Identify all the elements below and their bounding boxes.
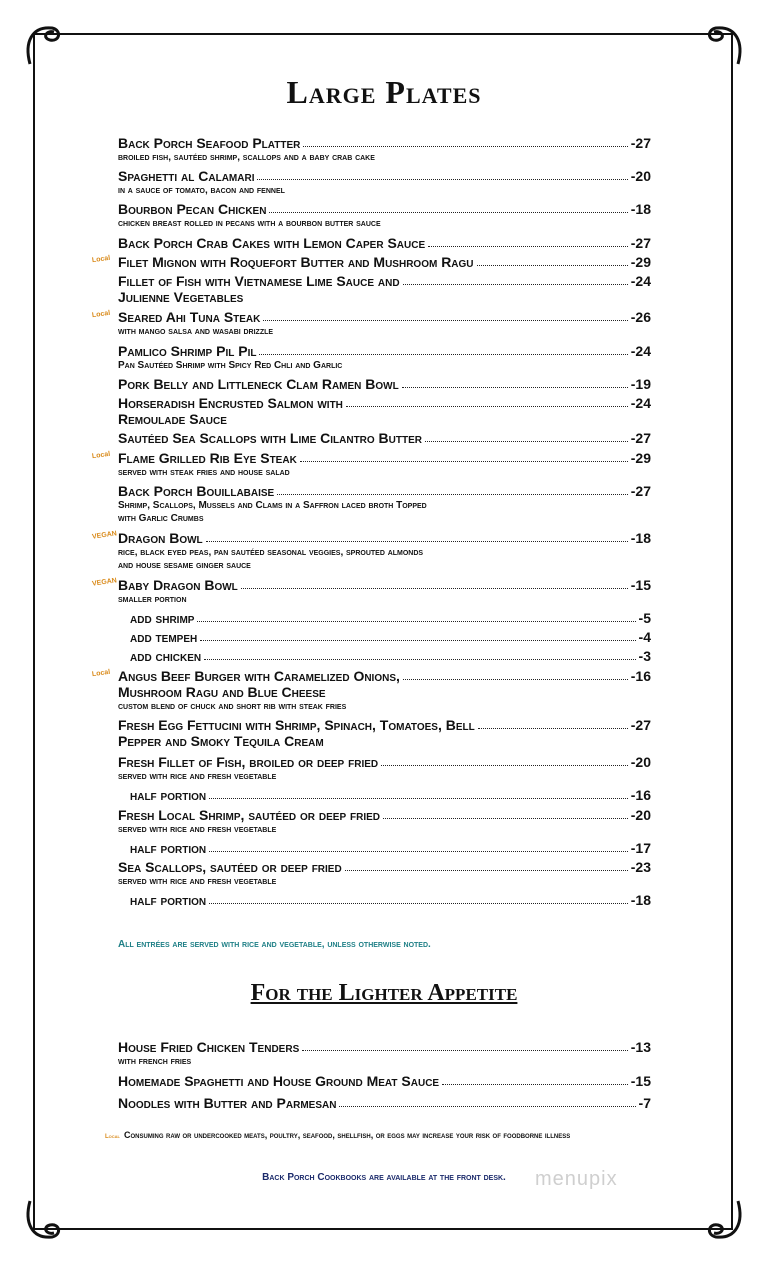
item-price: -17 — [630, 840, 651, 856]
item-description: in a sauce of tomato, bacon and fennel — [118, 185, 285, 196]
item-price: -19 — [630, 376, 651, 392]
local-badge-icon: Local — [91, 668, 111, 679]
menu-item — [118, 273, 651, 305]
leader-dots — [277, 494, 628, 495]
item-price: -18 — [630, 201, 651, 217]
item-description: with mango salsa and wasabi drizzle — [118, 326, 274, 337]
menu-item — [118, 648, 651, 664]
item-name: Back Porch Bouillabaise — [118, 483, 275, 499]
item-price: -20 — [630, 754, 651, 770]
leader-dots — [241, 588, 628, 589]
local-badge-icon: Local — [91, 309, 111, 320]
item-price: -23 — [630, 859, 651, 875]
item-description: custom blend of chuck and short rib with steak fries — [118, 701, 347, 712]
leader-dots — [200, 640, 635, 641]
item-name: Homemade Spaghetti and House Ground Meat Sauce — [118, 1073, 440, 1089]
item-price: -16 — [630, 787, 651, 803]
item-name: Fresh Egg Fettucini with Shrimp, Spinach, Tomatoes, Bell — [118, 717, 475, 733]
item-price: -3 — [638, 648, 651, 664]
item-description: served with rice and fresh vegetable — [118, 824, 277, 835]
item-description: broiled fish, sautéed shrimp, scallops and a baby crab cake — [118, 152, 375, 163]
item-name: Fresh Fillet of Fish, broiled or deep fried — [118, 754, 379, 770]
leader-dots — [197, 621, 635, 622]
menu-item — [118, 395, 651, 427]
item-name: half portion — [130, 840, 207, 856]
leader-dots — [302, 1050, 628, 1051]
item-name: Seared Ahi Tuna Steak — [118, 309, 261, 325]
item-price: -13 — [630, 1039, 651, 1055]
item-description: chicken breast rolled in pecans with a bourbon butter sauce — [118, 218, 381, 229]
item-price: -15 — [630, 577, 651, 593]
menu-item — [91, 309, 651, 338]
cookbook-note: Back Porch Cookbooks are available at the front desk. — [262, 1172, 506, 1183]
item-price: -5 — [638, 610, 651, 626]
item-name: Pamlico Shrimp Pil Pil — [118, 343, 257, 359]
watermark: menupix — [535, 1168, 618, 1190]
item-name-continued: Pepper and Smoky Tequila Cream — [118, 733, 324, 749]
item-price: -18 — [630, 530, 651, 546]
leader-dots — [442, 1084, 628, 1085]
foodborne-disclaimer — [105, 1130, 570, 1140]
leader-dots — [428, 246, 628, 247]
item-description: served with rice and fresh vegetable — [118, 771, 277, 782]
menu-item — [91, 254, 651, 270]
item-description: Shrimp, Scallops, Mussels and Clams in a Saffron laced broth Topped — [118, 500, 427, 511]
item-price: -29 — [630, 254, 651, 270]
menu-item — [118, 892, 651, 908]
disclaimer-text: Consuming raw or undercooked meats, poultry, seafood, shellfish, or eggs may increase your risk of foodborne illness — [124, 1130, 571, 1140]
item-name: half portion — [130, 787, 207, 803]
item-name: House Fried Chicken Tenders — [118, 1039, 300, 1055]
menu-item — [118, 859, 651, 888]
menu-item — [118, 168, 651, 197]
leader-dots — [346, 406, 628, 407]
item-price: -27 — [630, 135, 651, 151]
menu-item — [91, 530, 651, 572]
item-name: half portion — [130, 892, 207, 908]
leader-dots — [257, 179, 627, 180]
ornament-bottom-left-icon — [22, 1199, 66, 1243]
leader-dots — [402, 387, 628, 388]
vegan-badge-icon: VEGAN — [91, 577, 118, 588]
item-price: -24 — [630, 273, 651, 289]
item-price: -4 — [638, 629, 651, 645]
leader-dots — [209, 903, 628, 904]
leader-dots — [478, 728, 628, 729]
menu-item — [118, 1095, 651, 1111]
item-name: Fresh Local Shrimp, sautéed or deep fried — [118, 807, 381, 823]
item-price: -15 — [630, 1073, 651, 1089]
leader-dots — [345, 870, 628, 871]
menu-item — [91, 577, 651, 606]
item-description: with french fries — [118, 1056, 192, 1067]
item-name: Sautéed Sea Scallops with Lime Cilantro Butter — [118, 430, 423, 446]
item-price: -29 — [630, 450, 651, 466]
leader-dots — [209, 798, 628, 799]
item-name: add shrimp — [130, 610, 195, 626]
leader-dots — [403, 679, 628, 680]
menu-item — [118, 1073, 651, 1089]
menu-item — [118, 807, 651, 836]
item-name-continued: Julienne Vegetables — [118, 289, 244, 305]
ornament-top-left-icon — [22, 22, 66, 66]
ornament-bottom-right-icon — [702, 1199, 746, 1243]
item-price: -26 — [630, 309, 651, 325]
menu-item — [118, 235, 651, 251]
item-price: -24 — [630, 343, 651, 359]
item-price: -16 — [630, 668, 651, 684]
item-description: Pan Sautéed Shrimp with Spicy Red Chli and Garlic — [118, 360, 343, 371]
item-name: Bourbon Pecan Chicken — [118, 201, 267, 217]
menu-item — [118, 135, 651, 164]
leader-dots — [206, 541, 628, 542]
item-description: served with steak fries and house salad — [118, 467, 290, 478]
item-price: -20 — [630, 168, 651, 184]
item-name: Angus Beef Burger with Caramelized Onions, — [118, 668, 400, 684]
menu-item — [118, 717, 651, 749]
menu-item — [118, 343, 651, 372]
local-badge-icon: Local — [91, 450, 111, 461]
item-name: Pork Belly and Littleneck Clam Ramen Bowl — [118, 376, 399, 392]
item-name: add chicken — [130, 648, 202, 664]
menu-item — [118, 629, 651, 645]
leader-dots — [381, 765, 628, 766]
item-price: -20 — [630, 807, 651, 823]
leader-dots — [269, 212, 627, 213]
page-title: Large Plates — [286, 74, 482, 110]
leader-dots — [303, 146, 627, 147]
item-name-continued: Remoulade Sauce — [118, 411, 227, 427]
item-description-continued: and house sesame ginger sauce — [118, 560, 251, 571]
leader-dots — [259, 354, 627, 355]
item-description-continued: with Garlic Crumbs — [118, 513, 204, 524]
item-name: Baby Dragon Bowl — [118, 577, 238, 593]
item-name-continued: Mushroom Ragu and Blue Cheese — [118, 684, 326, 700]
item-description: smaller portion — [118, 594, 187, 605]
menu-item — [91, 668, 651, 713]
leader-dots — [204, 659, 635, 660]
item-name: Fillet of Fish with Vietnamese Lime Sauce and — [118, 273, 400, 289]
section-title-lighter: For the Lighter Appetite — [250, 980, 518, 1006]
item-price: -18 — [630, 892, 651, 908]
local-badge-icon: Local — [91, 254, 111, 265]
item-name: Noodles with Butter and Parmesan — [118, 1095, 337, 1111]
leader-dots — [403, 284, 628, 285]
item-name: Flame Grilled Rib Eye Steak — [118, 450, 297, 466]
item-price: -27 — [630, 430, 651, 446]
item-price: -24 — [630, 395, 651, 411]
local-badge-icon: Local — [105, 1134, 120, 1140]
entree-note: All entrées are served with rice and vegetable, unless otherwise noted. — [118, 939, 431, 950]
vegan-badge-icon: VEGAN — [91, 530, 118, 541]
leader-dots — [209, 851, 628, 852]
menu-item — [118, 1039, 651, 1068]
item-price: -7 — [638, 1095, 651, 1111]
menu-item — [118, 840, 651, 856]
leader-dots — [425, 441, 628, 442]
item-name: Dragon Bowl — [118, 530, 203, 546]
menu-item — [118, 430, 651, 446]
item-name: add tempeh — [130, 629, 198, 645]
item-price: -27 — [630, 483, 651, 499]
leader-dots — [477, 265, 628, 266]
item-price: -27 — [630, 717, 651, 733]
item-price: -27 — [630, 235, 651, 251]
menu-item — [118, 483, 651, 525]
item-description: rice, black eyed peas, pan sautéed seasonal veggies, sprouted almonds — [118, 547, 424, 558]
menu-item — [118, 201, 651, 230]
item-name: Filet Mignon with Roquefort Butter and Mushroom Ragu — [118, 254, 474, 270]
item-name: Spaghetti al Calamari — [118, 168, 255, 184]
leader-dots — [339, 1106, 635, 1107]
menu-item — [118, 376, 651, 392]
menu-item — [118, 787, 651, 803]
menu-item — [118, 610, 651, 626]
item-description: served with rice and fresh vegetable — [118, 876, 277, 887]
menu-item — [91, 450, 651, 479]
item-name: Back Porch Crab Cakes with Lemon Caper Sauce — [118, 235, 426, 251]
item-name: Horseradish Encrusted Salmon with — [118, 395, 343, 411]
menu-item — [118, 754, 651, 783]
leader-dots — [263, 320, 627, 321]
item-name: Back Porch Seafood Platter — [118, 135, 301, 151]
leader-dots — [383, 818, 628, 819]
leader-dots — [300, 461, 628, 462]
item-name: Sea Scallops, sautéed or deep fried — [118, 859, 342, 875]
ornament-top-right-icon — [702, 22, 746, 66]
